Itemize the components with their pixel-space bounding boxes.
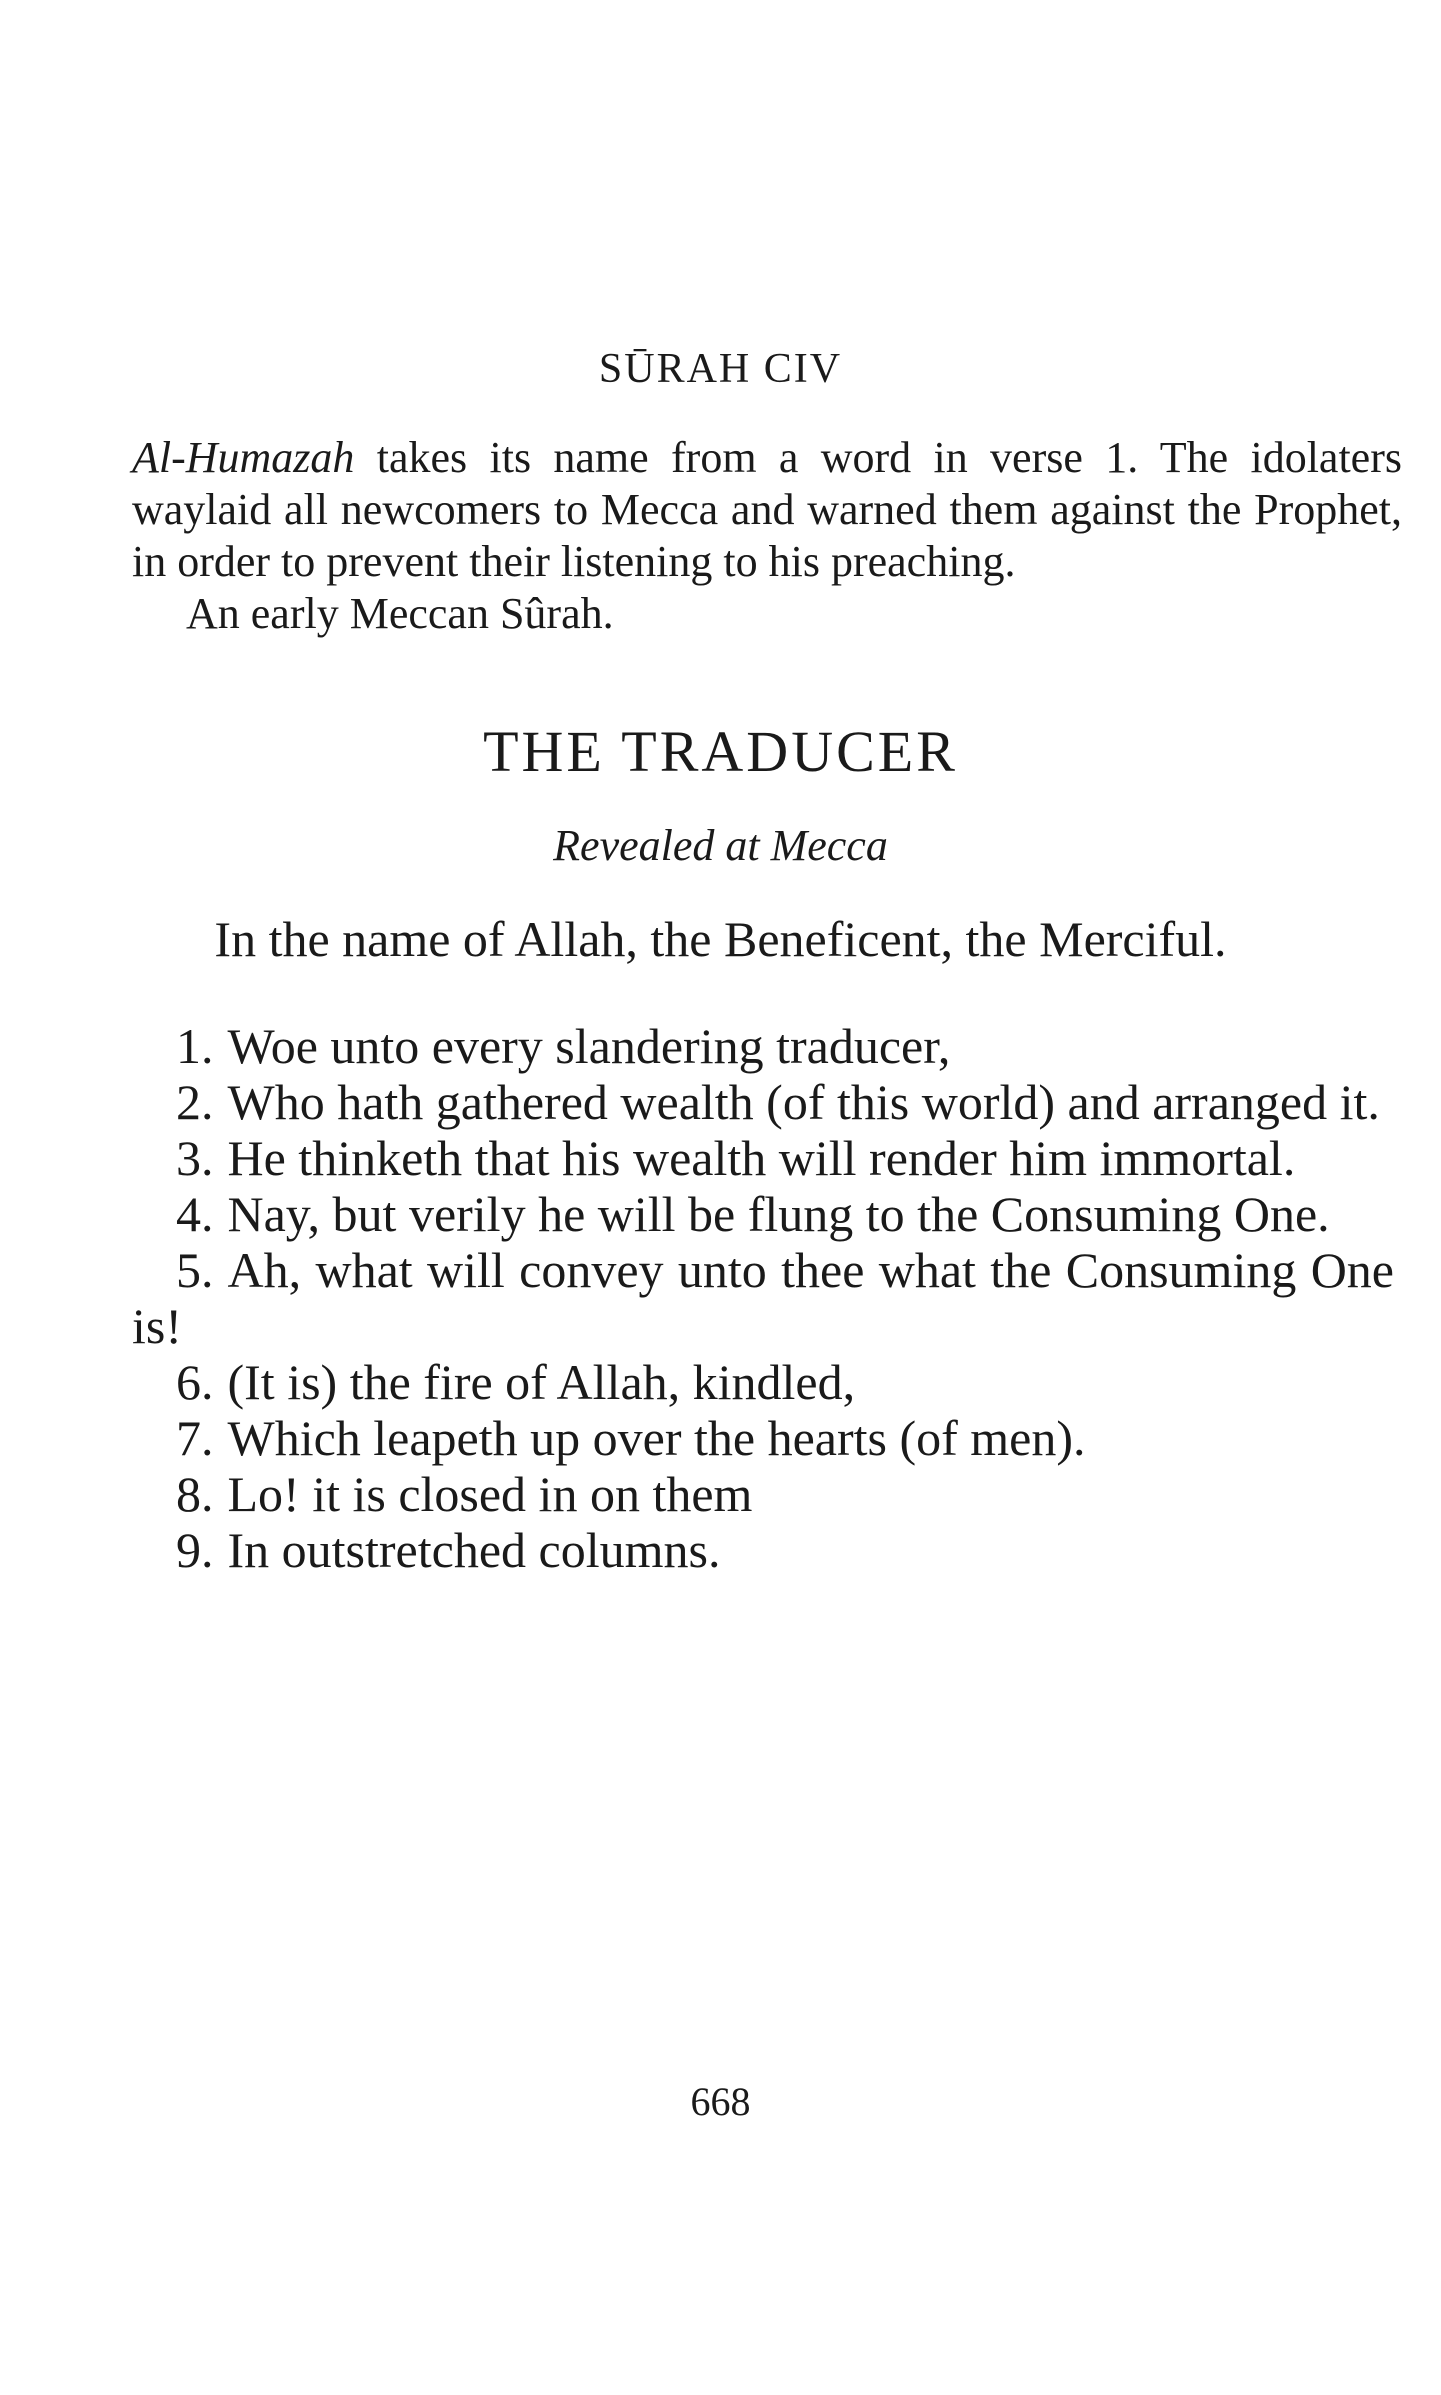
verse-text: Lo! it is closed in on them [227,1466,753,1522]
verse-number: 8. [176,1466,214,1522]
verse-number: 1. [176,1018,214,1074]
verse-text: He thinketh that his wealth will render him immortal. [227,1130,1296,1186]
verse-text: Woe unto every slandering traducer, [227,1018,951,1074]
verse-text: (It is) the fire of Allah, kindled, [227,1354,856,1410]
intro-note: An early Meccan Sûrah. [186,589,614,638]
verse [132,1410,1394,1466]
verse-number: 9. [176,1522,214,1578]
verse-text: Which leapeth up over the hearts (of men). [227,1410,1086,1466]
verse [132,1074,1394,1130]
verse [132,1522,1394,1578]
page-title: THE TRADUCER [483,719,958,784]
invocation: In the name of Allah, the Beneficent, the Merciful. [214,911,1227,967]
intro-paragraph [132,432,1402,588]
verse [132,1186,1394,1242]
verse-number: 4. [176,1186,214,1242]
verse [132,1242,1394,1354]
verse-list [132,1018,1394,1578]
verse-text: Who hath gathered wealth (of this world) and arranged it. [227,1074,1380,1130]
verse-text: Ah, what will convey unto thee what the Consuming One is! [132,1242,1394,1354]
surah-name-italic: Al-Humazah [132,433,355,482]
intro-text: takes its name from a word in verse 1. The idolaters waylaid all newcomers to Mecca and warned them against the Prophet, in order to prevent their listening to his preaching. [132,433,1402,586]
surah-heading: SŪRAH CIV [598,346,843,392]
verse-number: 3. [176,1130,214,1186]
page-number: 668 [690,2079,751,2124]
verse [132,1018,1394,1074]
verse-number: 5. [176,1242,214,1298]
verse-text: In outstretched columns. [227,1522,721,1578]
verse-number: 7. [176,1410,214,1466]
verse [132,1466,1394,1522]
revealed-location: Revealed at Mecca [553,821,888,870]
verse-number: 2. [176,1074,214,1130]
verse-text: Nay, but verily he will be flung to the Consuming One. [227,1186,1330,1242]
verse [132,1130,1394,1186]
verse [132,1354,1394,1410]
verse-number: 6. [176,1354,214,1410]
